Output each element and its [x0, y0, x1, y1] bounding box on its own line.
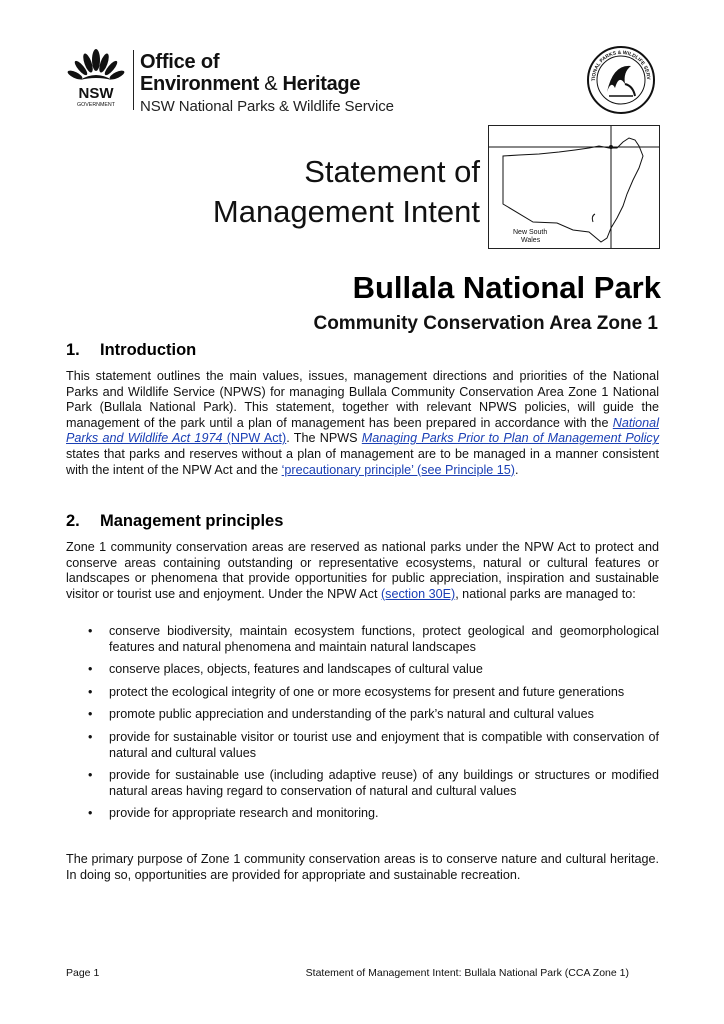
waratah-icon	[66, 46, 126, 108]
npws-emblem	[585, 44, 657, 116]
list-item-text: provide for appropriate research and monitoring.	[109, 806, 379, 821]
bullet: •	[88, 768, 93, 783]
lyrebird-emblem-icon	[585, 44, 657, 116]
org-line-1: Office of	[140, 51, 220, 73]
list-item-text: provide for sustainable use (including adaptive reuse) of any buildings or structures or modified natural areas having regard to conservation of natural and cultural values	[109, 768, 659, 798]
document-title	[213, 152, 480, 232]
managing-parks-policy-link[interactable]: Managing Parks Prior to Plan of Management Policy	[361, 431, 659, 446]
principles-text-1: Zone 1 community conservation areas are reserved as national parks under the NPW Act to protect and conserve areas containing outstanding or representative ecosystems, natural or cultural features or landscapes or phenomena that provide opportunities for public appreciation, inspiration and sustainable visitor or tourist use and enjoyment. Under the NPW Act	[66, 540, 659, 601]
list-item	[88, 624, 659, 655]
organisation-name	[140, 52, 394, 114]
section-number: 1.	[66, 341, 80, 359]
intro-text-3: states that parks and reserves without a plan of management are to be managed in a manner consistent with the intent of the NPW Act and the	[66, 446, 659, 477]
section-title: Management principles	[100, 512, 284, 530]
bullet: •	[88, 729, 93, 744]
map-label-line-1: New South	[513, 229, 548, 236]
nsw-map-icon	[489, 126, 659, 248]
list-item-text: conserve biodiversity, maintain ecosystem functions, protect geological and geomorphological features and natural phenomena and maintain natural landscapes	[109, 624, 659, 654]
list-item	[88, 662, 659, 678]
park-subtitle: Community Conservation Area Zone 1	[313, 313, 658, 334]
list-item-text: provide for sustainable visitor or tourist use and enjoyment that is compatible with conservation of natural and cultural values	[109, 729, 659, 760]
logo-divider	[133, 50, 134, 110]
section-30e-link[interactable]: (section 30E)	[380, 586, 456, 601]
intro-text-4: .	[514, 462, 519, 477]
footer-page-number: Page 1	[66, 967, 100, 979]
svg-text:NSW: NSW	[78, 85, 114, 102]
document-title-line-1: Statement of	[304, 154, 480, 189]
section-heading-management-principles	[66, 511, 283, 531]
list-item	[88, 768, 659, 799]
list-item-text: conserve places, objects, features and landscapes of cultural value	[109, 662, 483, 677]
org-line-3: NSW National Parks & Wildlife Service	[140, 98, 394, 115]
principles-intro-paragraph	[66, 540, 659, 602]
section-heading-introduction	[66, 340, 196, 360]
list-item	[88, 707, 659, 723]
principles-text-2: , national parks are managed to:	[455, 586, 636, 601]
bullet: •	[88, 624, 93, 638]
intro-text-2: . The NPWS	[286, 431, 362, 446]
document-title-line-2: Management Intent	[212, 194, 480, 229]
list-item-text: promote public appreciation and understanding of the park’s natural and cultural values	[109, 707, 594, 722]
org-line-2	[140, 74, 394, 94]
list-item	[88, 685, 659, 701]
management-principles-list	[88, 624, 659, 829]
section-number: 2.	[66, 512, 80, 530]
org-line-2-a: Environment	[140, 73, 259, 95]
location-map	[488, 125, 660, 249]
npw-act-link-abbrev: (NPW Act)	[222, 431, 287, 446]
npw-act-link-title: National Parks and Wildlife Act 1974	[66, 415, 659, 446]
park-name: Bullala National Park	[352, 270, 661, 305]
svg-text:GOVERNMENT: GOVERNMENT	[77, 102, 115, 108]
bullet: •	[88, 684, 93, 699]
map-label-line-2: Wales	[521, 237, 541, 244]
org-line-2-amp: &	[264, 73, 278, 95]
intro-text-1: This statement outlines the main values, issues, management directions and priorities of the National Parks and Wildlife Service (NPWS) for managing Bullala Community Conservation Area Zone 1 National Park (Bullala National Park). This statement, together with relevant NPWS policies, will guide the management of the park until a plan of management has been prepared in accordance with the	[66, 369, 659, 430]
list-item-text: protect the ecological integrity of one or more ecosystems for present and future generations	[109, 684, 625, 699]
nsw-government-logo	[66, 46, 126, 108]
closing-paragraph: The primary purpose of Zone 1 community conservation areas is to conserve nature and cultural heritage. In doing so, opportunities are provided for appropriate and sustainable recreation.	[66, 852, 659, 882]
list-item	[88, 806, 659, 822]
bullet: •	[88, 662, 93, 677]
precautionary-principle-link[interactable]: ‘precautionary principle’ (see Principle 15)	[281, 462, 515, 477]
svg-text:NATIONAL PARKS & WILDLIFE SERV: TIONAL PARKS & WILDLIFE SERV	[590, 49, 652, 82]
introduction-paragraph	[66, 369, 659, 478]
footer-document-title: Statement of Management Intent: Bullala National Park (CCA Zone 1)	[305, 967, 629, 979]
bullet: •	[88, 707, 93, 722]
section-title: Introduction	[100, 341, 197, 359]
org-line-2-b: Heritage	[282, 73, 361, 95]
list-item	[88, 730, 659, 761]
bullet: •	[88, 806, 93, 821]
